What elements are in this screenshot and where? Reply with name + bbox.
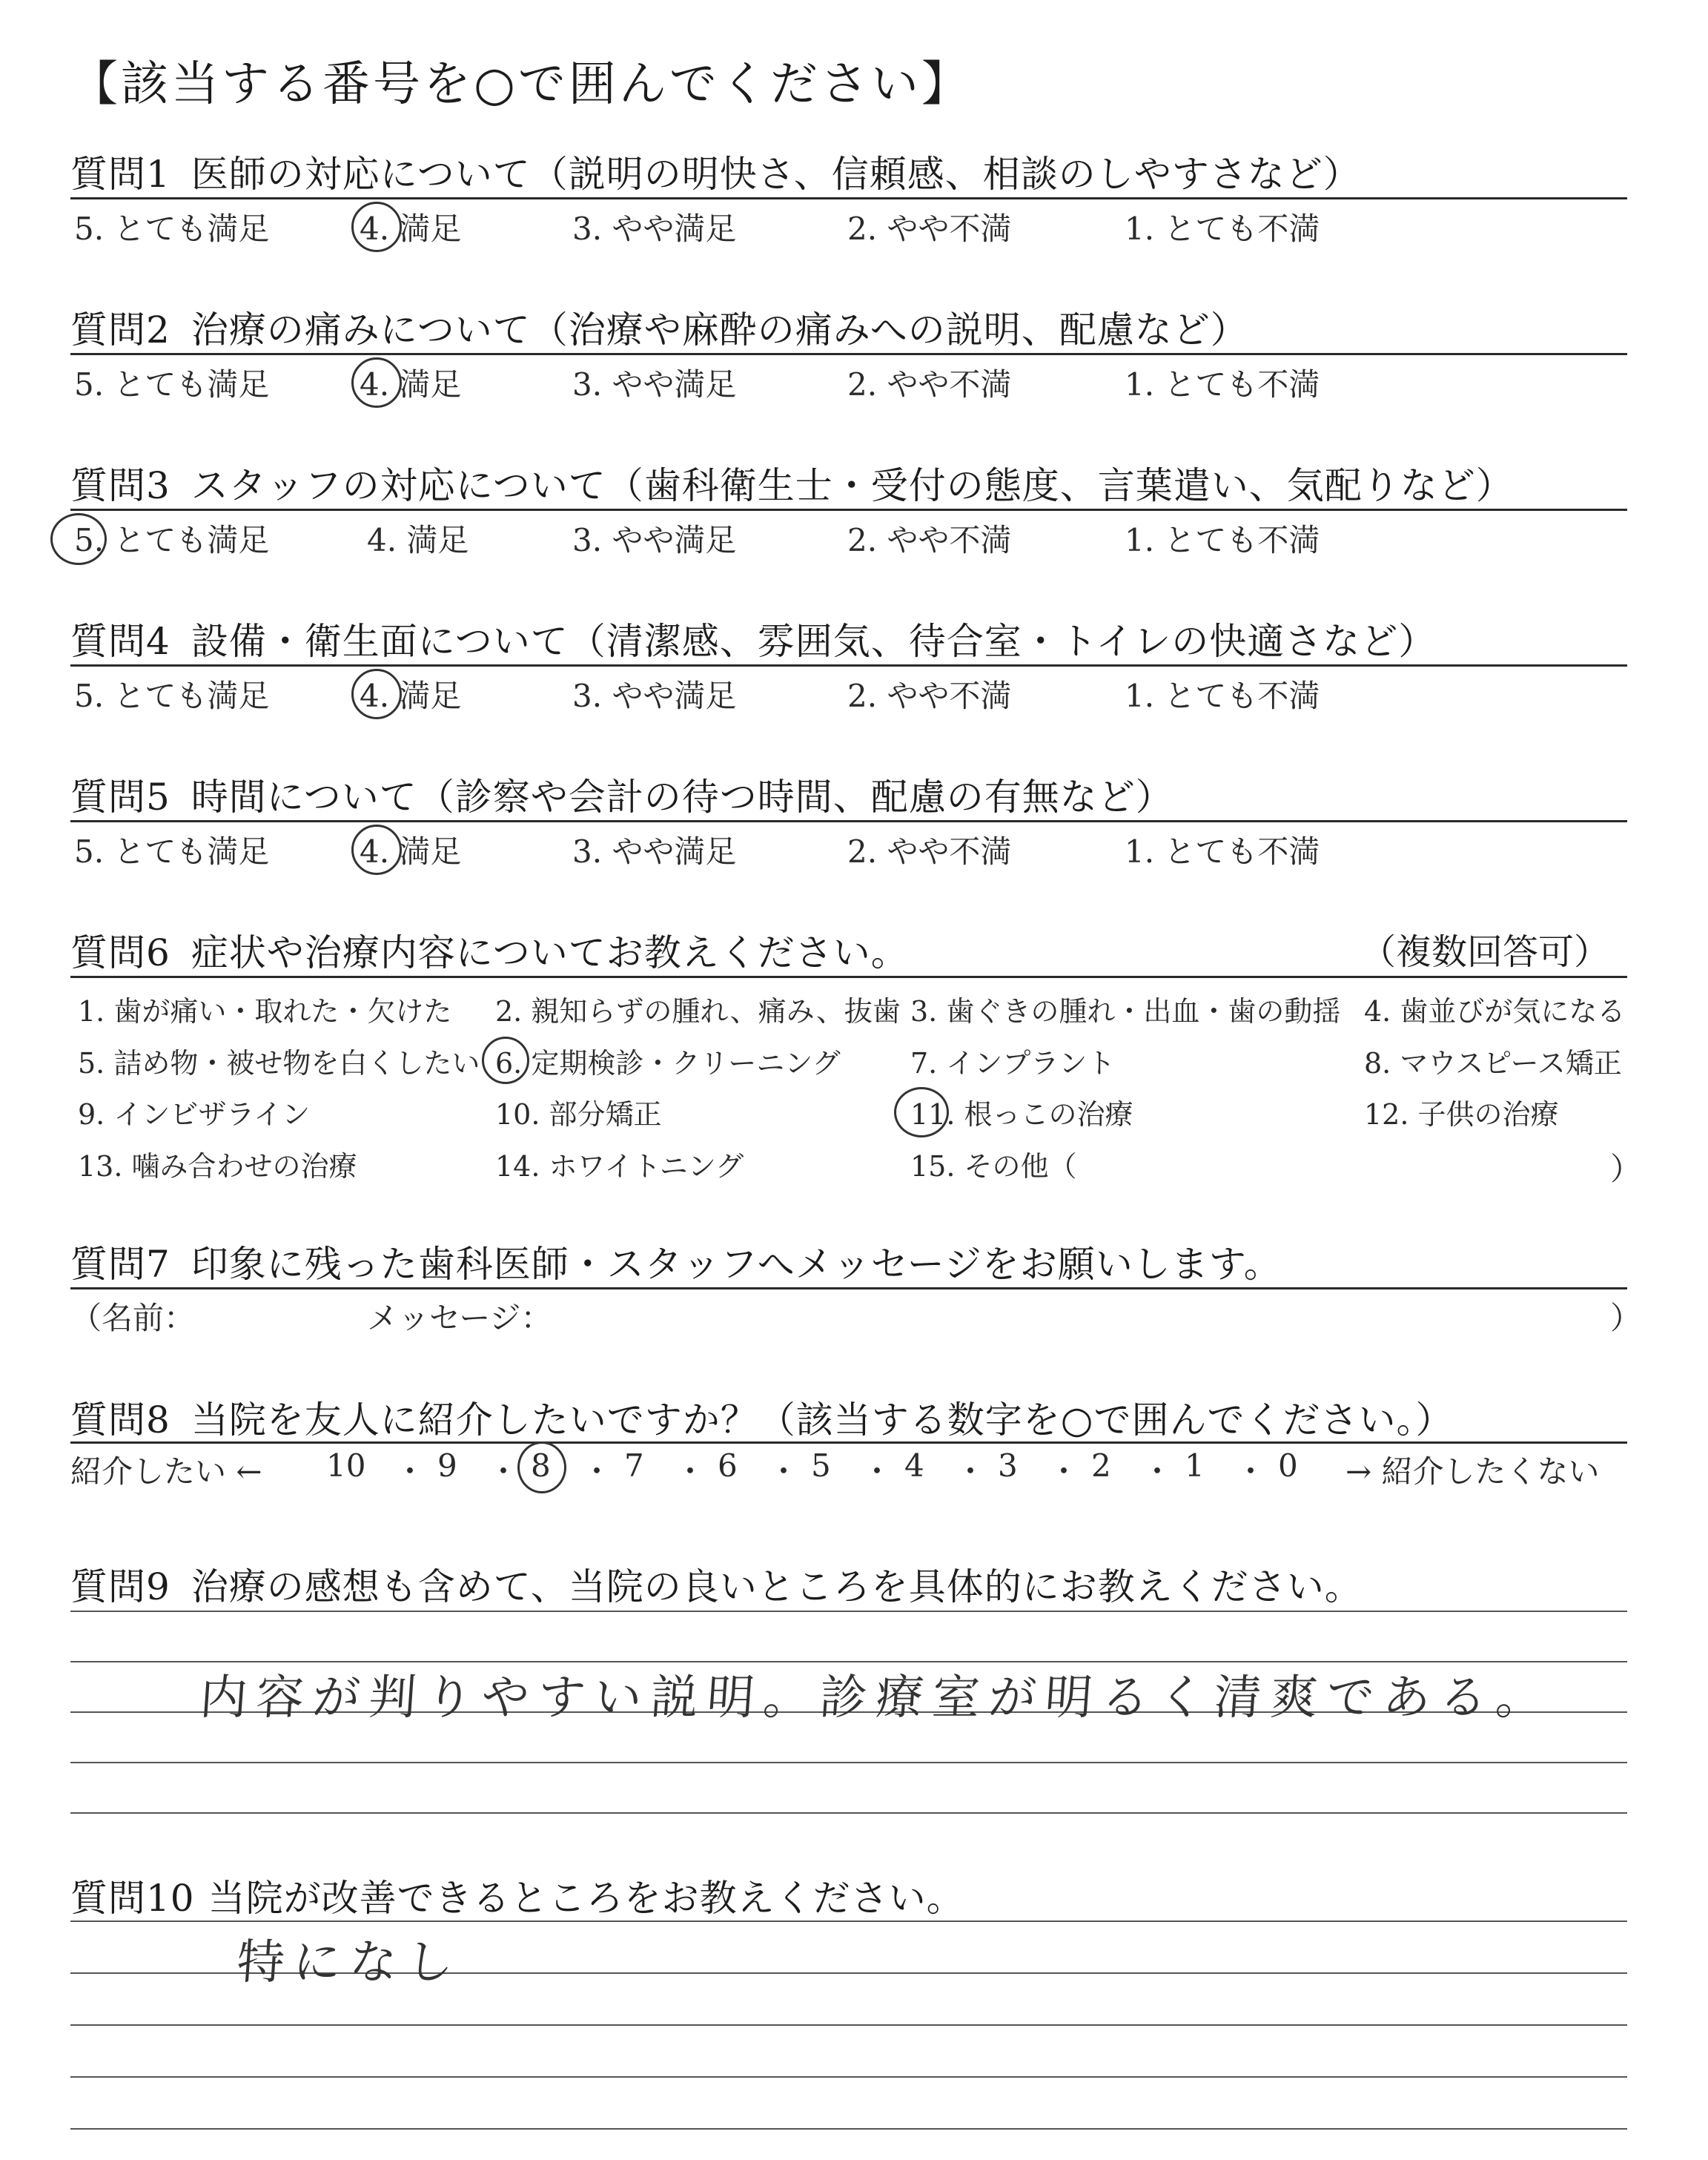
scale-dot: ・: [1048, 1453, 1080, 1490]
question-number: 質問5: [70, 776, 171, 819]
option-3[interactable]: 3. やや満足: [572, 211, 737, 247]
question-text: 治療の痛みについて（治療や麻酔の痛みへの説明、配慮など）: [191, 308, 1248, 351]
scale-value-10[interactable]: 10: [326, 1447, 366, 1484]
scale-dot: ・: [488, 1453, 520, 1490]
q6-option-9[interactable]: 9. インビザライン: [78, 1098, 311, 1131]
q6-option-8[interactable]: 8. マウスピース矯正: [1364, 1047, 1622, 1080]
handwritten-answer: 特になし: [234, 1935, 465, 1990]
question-8: [70, 1390, 1453, 1444]
question-number: 質問6: [70, 931, 171, 974]
handwritten-answer: 内容が判りやすい説明。診療室が明るく清爽である。: [197, 1671, 1555, 1725]
selection-circle: [351, 669, 402, 719]
question-4: [70, 612, 1436, 665]
scale-value-1[interactable]: 1: [1185, 1447, 1205, 1484]
option-1[interactable]: 1. とても不満: [1125, 522, 1320, 558]
selection-circle: [351, 825, 402, 875]
question-3: [70, 456, 1514, 509]
option-4[interactable]: 4. 満足: [360, 211, 462, 247]
question-text: 当院が改善できるところをお教えください。: [208, 1877, 964, 1920]
option-5[interactable]: 5. とても満足: [74, 678, 270, 714]
answer-line: [70, 2128, 1627, 2130]
question-text: 症状や治療内容についてお教えください。: [191, 931, 909, 974]
question-text: 当院を友人に紹介したいですか？（該当する数字を○で囲んでください。）: [191, 1398, 1454, 1441]
divider: [70, 820, 1627, 822]
option-5[interactable]: 5. とても満足: [74, 522, 270, 558]
q6-option-11[interactable]: 11. 根っこの治療: [910, 1098, 1133, 1131]
scale-dot: ・: [955, 1453, 987, 1490]
option-2[interactable]: 2. やや不満: [847, 678, 1012, 714]
q6-option-3[interactable]: 3. 歯ぐきの腫れ・出血・歯の動揺: [910, 995, 1341, 1028]
scale-value-6[interactable]: 6: [718, 1447, 738, 1484]
question-6: [70, 923, 909, 977]
selection-circle: [482, 1037, 529, 1084]
scale-value-4[interactable]: 4: [904, 1447, 924, 1484]
scale-value-5[interactable]: 5: [811, 1447, 831, 1484]
option-3[interactable]: 3. やや満足: [572, 678, 737, 714]
close-paren: ）: [1610, 1151, 1642, 1187]
option-2[interactable]: 2. やや不満: [847, 522, 1012, 558]
question-9: [70, 1557, 1363, 1611]
scale-value-9[interactable]: 9: [437, 1447, 457, 1484]
scale-value-7[interactable]: 7: [624, 1447, 644, 1484]
option-4[interactable]: 4. 満足: [360, 366, 462, 403]
question-number: 質問7: [70, 1243, 171, 1286]
question-number: 質問3: [70, 464, 171, 507]
question-10: [70, 1869, 964, 1922]
divider: [70, 353, 1627, 355]
q6-option-10[interactable]: 10. 部分矯正: [495, 1098, 662, 1131]
option-5[interactable]: 5. とても満足: [74, 211, 270, 247]
divider: [70, 1287, 1627, 1289]
question-text: 時間について（診察や会計の待つ時間、配慮の有無など）: [191, 776, 1174, 819]
question-5: [70, 767, 1174, 821]
q6-option-4[interactable]: 4. 歯並びが気になる: [1364, 995, 1626, 1028]
question-text: スタッフの対応について（歯科衛生士・受付の態度、言葉遣い、気配りなど）: [191, 464, 1514, 507]
scale-value-2[interactable]: 2: [1091, 1447, 1111, 1484]
option-4[interactable]: 4. 満足: [360, 678, 462, 714]
question-number: 質問1: [70, 153, 171, 196]
message-label: メッセージ：: [367, 1300, 552, 1336]
option-5[interactable]: 5. とても満足: [74, 366, 270, 403]
divider: [70, 509, 1627, 511]
option-1[interactable]: 1. とても不満: [1125, 678, 1320, 714]
q6-option-7[interactable]: 7. インプラント: [910, 1047, 1116, 1080]
answer-line: [70, 1762, 1627, 1763]
scale-dot: ・: [768, 1453, 800, 1490]
q6-option-6[interactable]: 6. 定期検診・クリーニング: [495, 1047, 841, 1080]
option-1[interactable]: 1. とても不満: [1125, 211, 1320, 247]
answer-line: [70, 1812, 1627, 1814]
answer-line: [70, 2024, 1627, 2026]
recommend-scale: [70, 1447, 1627, 1492]
divider: [70, 976, 1627, 978]
question-text: 印象に残った歯科医師・スタッフへメッセージをお願いします。: [191, 1243, 1282, 1286]
question-number: 質問2: [70, 308, 171, 351]
question-text: 設備・衛生面について（清潔感、雰囲気、待合室・トイレの快適さなど）: [191, 620, 1437, 663]
multiple-answers-note: （複数回答可）: [1360, 931, 1610, 973]
selection-circle: [517, 1441, 566, 1493]
q6-option-2[interactable]: 2. 親知らずの腫れ、痛み、抜歯: [495, 995, 901, 1028]
option-1[interactable]: 1. とても不満: [1125, 833, 1320, 870]
scale-dot: ・: [675, 1453, 706, 1490]
divider: [70, 197, 1627, 199]
option-3[interactable]: 3. やや満足: [572, 366, 737, 403]
selection-circle: [50, 513, 107, 565]
option-2[interactable]: 2. やや不満: [847, 366, 1012, 403]
question-text: 医師の対応について（説明の明快さ、信頼感、相談のしやすさなど）: [191, 153, 1361, 196]
answer-line: [70, 1611, 1627, 1612]
selection-circle: [351, 202, 402, 252]
q6-option-13[interactable]: 13. 噛み合わせの治療: [78, 1150, 357, 1183]
q6-option-15[interactable]: 15. その他（: [910, 1150, 1077, 1183]
scale-left-label: 紹介したい ←: [70, 1453, 262, 1490]
scale-dot: ・: [581, 1453, 613, 1490]
option-4[interactable]: 4. 満足: [367, 522, 469, 558]
question-7: [70, 1235, 1282, 1288]
selection-circle: [894, 1087, 949, 1137]
option-3[interactable]: 3. やや満足: [572, 522, 737, 558]
selection-circle: [351, 357, 402, 408]
question-1: [70, 145, 1361, 198]
q6-option-5[interactable]: 5. 詰め物・被せ物を白くしたい: [78, 1047, 480, 1080]
question-number: 質問8: [70, 1398, 171, 1441]
scale-dot: ・: [861, 1453, 893, 1490]
q6-option-14[interactable]: 14. ホワイトニング: [495, 1150, 744, 1183]
scale-dot: ・: [1142, 1453, 1174, 1490]
option-2[interactable]: 2. やや不満: [847, 833, 1012, 870]
close-paren: ）: [1610, 1300, 1642, 1336]
question-number: 質問4: [70, 620, 171, 663]
option-1[interactable]: 1. とても不満: [1125, 366, 1320, 403]
question-2: [70, 300, 1248, 354]
instruction-header: 【該当する番号を○で囲んでください】: [70, 57, 972, 112]
question-number: 質問10: [70, 1877, 195, 1920]
scale-dot: ・: [1235, 1453, 1267, 1490]
option-4[interactable]: 4. 満足: [360, 833, 462, 870]
option-3[interactable]: 3. やや満足: [572, 833, 737, 870]
question-number: 質問9: [70, 1565, 171, 1608]
option-5[interactable]: 5. とても満足: [74, 833, 270, 870]
q6-option-1[interactable]: 1. 歯が痛い・取れた・欠けた: [78, 995, 452, 1028]
scale-value-3[interactable]: 3: [998, 1447, 1018, 1484]
divider: [70, 664, 1627, 667]
answer-line: [70, 2076, 1627, 2078]
option-2[interactable]: 2. やや不満: [847, 211, 1012, 247]
scale-value-8[interactable]: 8: [531, 1447, 551, 1484]
scale-right-label: → 紹介したくない: [1345, 1453, 1600, 1490]
question-text: 治療の感想も含めて、当院の良いところを具体的にお教えください。: [191, 1565, 1363, 1608]
q6-option-12[interactable]: 12. 子供の治療: [1364, 1098, 1559, 1131]
name-label: （名前：: [70, 1300, 196, 1336]
scale-dot: ・: [394, 1453, 426, 1490]
scale-value-0[interactable]: 0: [1278, 1447, 1298, 1484]
divider: [70, 1441, 1627, 1444]
answer-line: [70, 1920, 1627, 1922]
